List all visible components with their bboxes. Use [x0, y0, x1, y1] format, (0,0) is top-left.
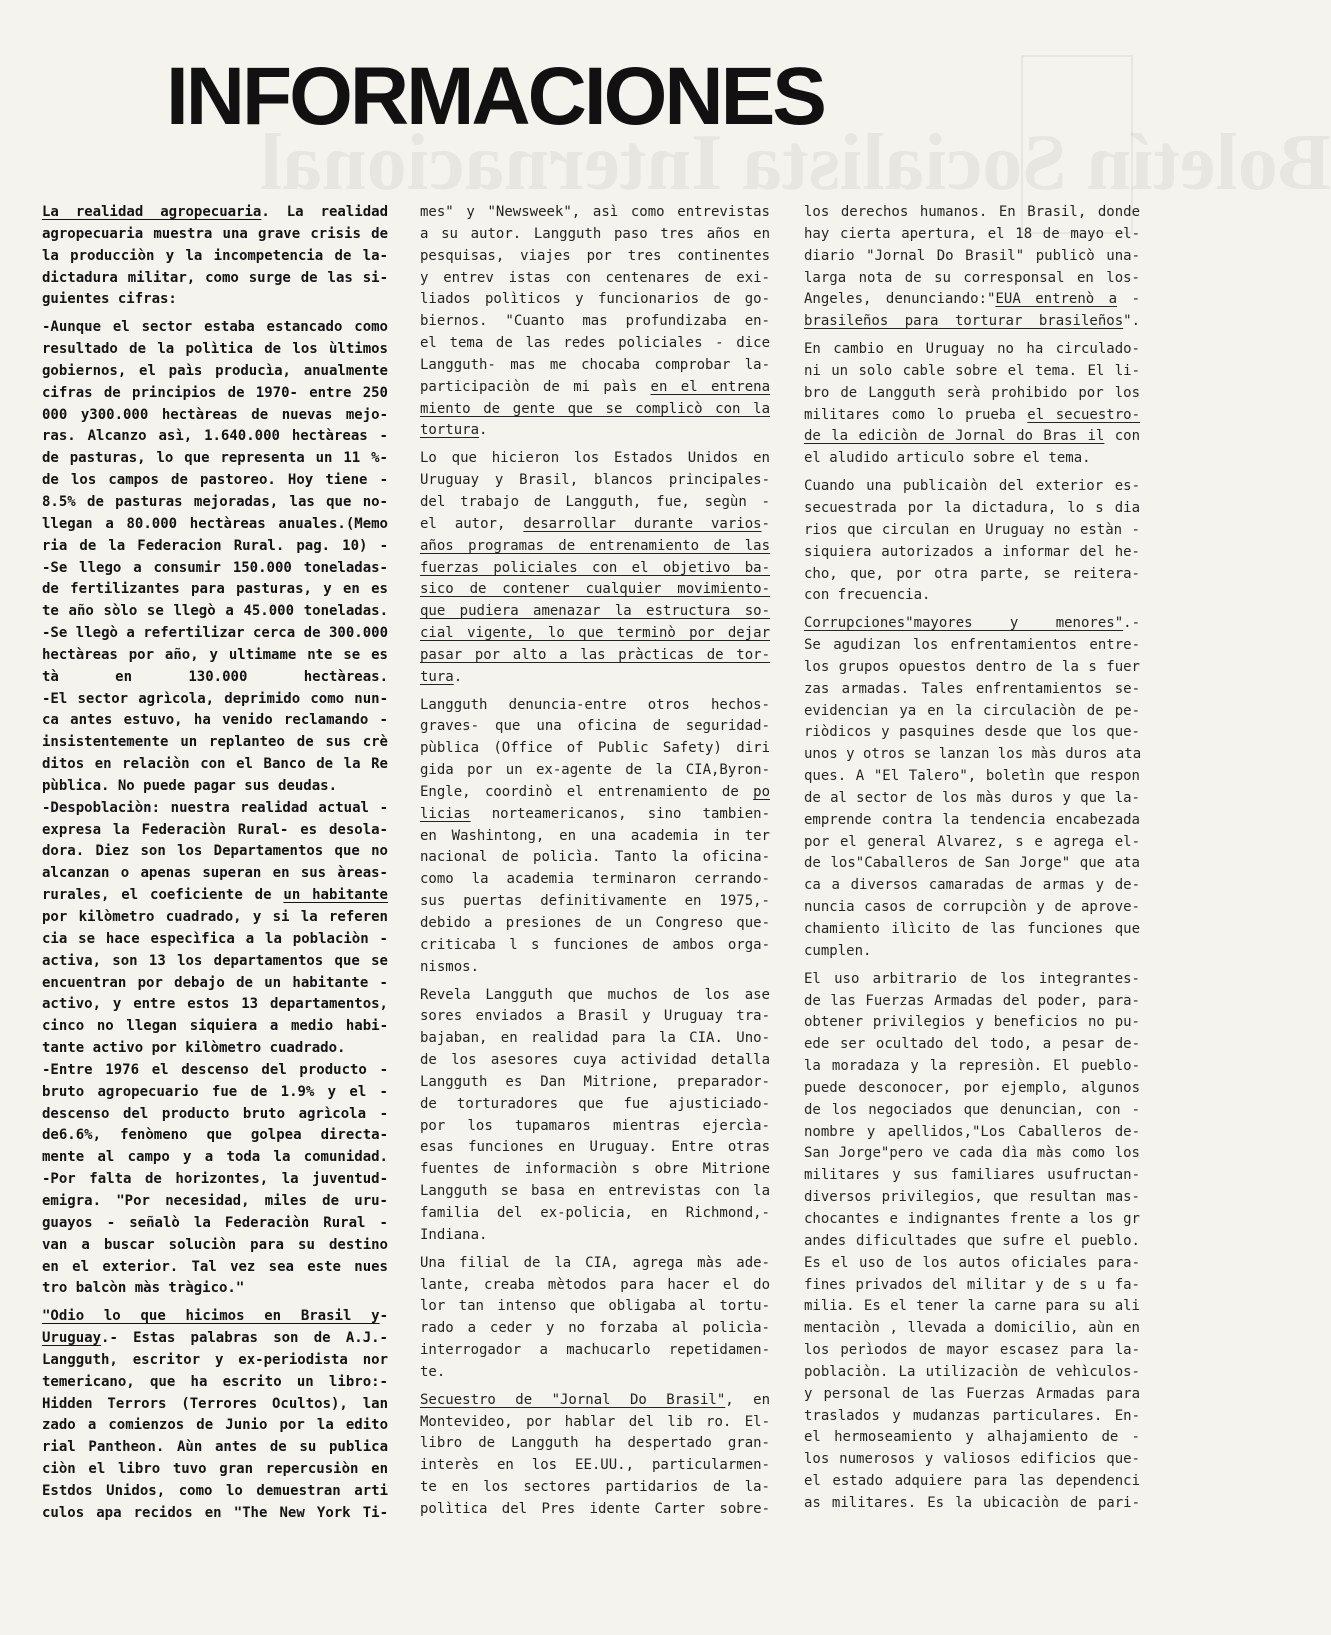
text-line: diversos privilegios, que resultan mas-	[804, 1189, 1140, 1206]
text-line: de torturadores que fue ajusticiado-	[420, 1095, 770, 1112]
text-line: años programas de entrenamiento de las	[420, 537, 770, 554]
text-line: van a buscar soluciòn para su destino	[42, 1236, 388, 1253]
text-line: diario "Jornal Do Brasil" publicò una-	[804, 247, 1140, 264]
text-line: los perìodos de mayor escasez para la-	[804, 1342, 1140, 1359]
text-line: chamiento ilìcito de las funciones que	[804, 921, 1140, 937]
text-line: temericano, que ha escrito un libro:-	[42, 1373, 388, 1390]
text-line: tortura.	[420, 422, 488, 439]
text-line: rios que circulan en Uruguay no estàn -	[804, 521, 1140, 538]
text-line: sus puertas definitivamente en 1975,-	[420, 893, 770, 910]
text-line: ca antes estuvo, ha venido reclamando -	[42, 712, 388, 729]
text-line: ede ser ocultado del todo, a pesar de-	[804, 1036, 1140, 1053]
text-line: chocantes e indignantes frente a los gr	[804, 1210, 1140, 1227]
text-line: Cuando una publicaiòn del exterior es-	[804, 478, 1140, 495]
text-line: secuestrada por la dictadura, lo s dia	[804, 499, 1140, 516]
text-line: por los tupamaros mientras ejercìa-	[420, 1117, 770, 1134]
text-line: dictadura militar, como surge de las si-	[42, 269, 388, 286]
text-line: alcanzan o apenas superan en sus àreas-	[42, 865, 388, 882]
text-line: con frecuencia.	[804, 587, 931, 604]
text-line: Corrupciones"mayores y menores".-	[804, 615, 1140, 632]
text-line: siquiera autorizados a informar del he-	[804, 543, 1140, 560]
text-line: cia se hace especìfica a la poblaciòn -	[42, 930, 388, 947]
text-line: de pasturas, lo que representa un 11 %-	[42, 450, 388, 467]
text-line: mente al campo y a toda la comunidad.	[42, 1149, 388, 1166]
text-line: libro de Langguth ha despertado gran-	[420, 1435, 770, 1452]
text-line: lante, creaba mètodos para hacer el do	[420, 1276, 770, 1293]
text-line: insistentemente un replanteo de sus crè	[42, 734, 388, 751]
text-line: pùblica (Office of Public Safety) diri	[420, 740, 770, 757]
text-line: riòdicos y pasquines desde que los que-	[804, 724, 1140, 741]
text-line: Langguth, escritor y ex-periodista nor	[42, 1351, 388, 1368]
text-line: Engle, coordinò el entrenamiento de po	[420, 783, 770, 800]
text-line: activa, son 13 los departamentos que se	[42, 952, 388, 969]
text-line: te en los sectores partidarios de la-	[420, 1479, 770, 1496]
text-line: el hermoseamiento y alhajamiento de -	[804, 1429, 1140, 1446]
text-line: de6.6%, fenòmeno que golpea directa-	[42, 1127, 388, 1144]
text-line: Es el uso de los autos oficiales para-	[804, 1254, 1140, 1271]
text-line: Se agudizan los enfrentamientos entre-	[804, 637, 1140, 654]
text-line: el tema de las redes policiales - dice	[420, 335, 770, 352]
text-line: por kilòmetro cuadrado, y si la referen	[42, 909, 388, 925]
text-line: nismos.	[420, 958, 480, 975]
text-line: el autor, desarrollar durante varios-	[420, 515, 770, 532]
text-line: de fertilizantes para pasturas, y en es	[42, 581, 388, 598]
text-line: familia del ex-policia, en Richmond,-	[420, 1204, 770, 1221]
text-line: cinco no llegan siquiera a medio habi-	[42, 1018, 388, 1035]
text-line: En cambio en Uruguay no ha circulado-	[804, 341, 1140, 358]
text-line: cifras de principios de 1970- entre 250	[42, 384, 388, 401]
bleed-through-text: Boletín Socialista Internacional	[260, 119, 1331, 207]
text-line: llegan a 80.000 hectàreas anuales.(Memo	[42, 515, 388, 532]
text-line: hay cierta apertura, el 18 de mayo el-	[804, 225, 1140, 242]
text-line: y entrev istas con centenares de exi-	[420, 269, 770, 286]
text-line: debido a presiones de un Congreso que-	[420, 915, 770, 931]
text-line: de las Fuerzas Armadas del poder, para-	[804, 992, 1140, 1009]
text-line: Montevideo, por hablar del lib ro. El-	[420, 1413, 770, 1430]
text-line: Langguth se basa en entrevistas con la	[420, 1183, 770, 1200]
text-line: bruto agropecuario fue de 1.9% y el -	[42, 1083, 388, 1100]
text-line: obtener privilegios y beneficios no pu-	[804, 1014, 1140, 1031]
text-line: esas funciones en Uruguay. Entre otras	[420, 1139, 770, 1156]
text-line: en el exterior. Tal vez sea este nues	[42, 1258, 388, 1275]
text-line: biernos. "Cuanto mas profundizaba en-	[420, 313, 770, 330]
text-line: tura.	[420, 668, 463, 685]
text-line: los numerosos y valiosos edificios que-	[804, 1451, 1140, 1468]
text-line: cial vigente, lo que terminò por dejar	[420, 625, 770, 642]
text-line: cho, que, por otra parte, se reitera-	[804, 565, 1140, 582]
text-line: graves- que una oficina de seguridad-	[420, 718, 770, 735]
text-line: liados polìticos y funcionarios de go-	[420, 291, 770, 308]
text-line: tà en 130.000 hectàreas.	[42, 668, 388, 685]
text-line: en Washintong, en una academia in ter	[420, 827, 770, 844]
text-line: Una filial de la CIA, agrega màs ade-	[420, 1254, 770, 1271]
column-2	[420, 202, 770, 1521]
text-line: activo, y entre estos 13 departamentos,	[42, 996, 388, 1013]
text-line: te año sòlo se llegò a 45.000 toneladas.	[42, 603, 388, 620]
text-line: Uruguay y Brasil, blancos principales-	[420, 472, 770, 489]
text-line: tante activo por kilòmetro cuadrado.	[42, 1040, 346, 1057]
text-line: Langguth- mas me chocaba comprobar la-	[420, 356, 770, 373]
text-line: traslados y mudanzas particulares. En-	[804, 1407, 1140, 1424]
text-line: sores enviados a Brasil y Uruguay tra-	[420, 1008, 770, 1025]
text-line: militares como lo prueba el secuestro-	[804, 406, 1140, 423]
text-line: ques. A "El Talero", boletìn que respon	[804, 768, 1140, 785]
text-line: la producciòn y la incompetencia de la-	[42, 247, 388, 264]
text-line: -Por falta de horizontes, la juventud-	[42, 1171, 388, 1188]
text-line: guientes cifras:	[42, 291, 177, 308]
text-line: culos apa recidos en "The New York Ti-	[42, 1504, 388, 1521]
text-line: milia. Es el tener la carne para su ali	[804, 1298, 1140, 1315]
text-line: bro de Langguth serà prohibido por los	[804, 384, 1140, 401]
text-line: dora. Diez son los Departamentos que no	[42, 843, 388, 860]
text-line: brasileños para torturar brasileños".	[804, 313, 1140, 330]
text-line: La realidad agropecuaria. La realidad	[42, 204, 388, 220]
text-line: el aludido articulo sobre el tema.	[804, 450, 1091, 467]
text-line: ria de la Federacion Rural. pag. 10) -	[42, 537, 388, 554]
text-line: gobiernos, el paìs producìa, anualmente	[42, 362, 388, 379]
text-line: los grupos opuestos dentro de la s fuer	[804, 658, 1140, 675]
text-line: ras. Alcanzo asì, 1.640.000 hectàreas -	[42, 428, 388, 445]
text-line: rado a ceder y no forzaba al policìa-	[420, 1320, 770, 1337]
text-line: emprende contra la tendencia encabezada	[804, 811, 1140, 828]
text-line: guayos - señalò la Federaciòn Rural -	[42, 1214, 388, 1231]
text-line: Langguth es Dan Mitrione, preparador-	[420, 1073, 770, 1090]
page-title: INFORMACIONES	[166, 51, 824, 142]
text-line: fuentes de informaciòn s obre Mitrione	[420, 1161, 770, 1178]
text-line: resultado de la polìtica de los ùltimos	[42, 341, 388, 358]
text-line: a su autor. Langguth paso tres años en	[420, 225, 770, 242]
text-line: puede desconocer, por ejemplo, algunos	[804, 1079, 1140, 1096]
text-line: zas armadas. Tales enfrentamientos se-	[804, 680, 1140, 697]
text-line: nuncia casos de corrupciòn y de aprove-	[804, 899, 1140, 916]
text-line: mentaciòn , llevada a domicilio, aùn en	[804, 1320, 1140, 1337]
text-line: de los negociados que denuncian, con -	[804, 1101, 1140, 1118]
text-line: Hidden Terrors (Terrores Ocultos), lan	[42, 1395, 388, 1412]
text-line: por el general Alvarez, s e agrega el-	[804, 833, 1140, 850]
text-line: "Odio lo que hicimos en Brasil y-	[42, 1308, 388, 1325]
text-line: criticaba l s funciones de ambos orga-	[420, 936, 770, 953]
text-line: como la academia terminaron cerrando-	[420, 871, 770, 888]
text-line: Angeles, denunciando:"EUA entrenò a -	[804, 291, 1140, 308]
text-line: larga nota de su corresponsal en los-	[804, 269, 1140, 286]
text-line: mes" y "Newsweek", asì como entrevistas	[420, 204, 770, 220]
text-line: interrogador a machucarlo repetidamen-	[420, 1342, 770, 1359]
text-line: poblaciòn. La utilizaciòn de vehìculos-	[804, 1363, 1140, 1380]
text-line: nacional de policìa. Tanto la oficina-	[420, 849, 770, 866]
text-line: gida por un ex-agente de la CIA,Byron-	[420, 762, 770, 779]
text-line: que pudiera amenazar la estructura so-	[420, 603, 770, 620]
text-line: as militares. Es la ubicaciòn de pari-	[804, 1494, 1140, 1511]
text-line: participaciòn de mi paìs en el entrena	[420, 378, 771, 395]
text-line: sico de contener cualquier movimiento-	[420, 581, 770, 598]
text-line: unos y otros se lanzan los màs duros ata	[804, 746, 1142, 763]
text-line: de los campos de pastoreo. Hoy tiene -	[42, 472, 388, 489]
text-line: rial Pantheon. Aùn antes de su publica	[42, 1439, 388, 1456]
text-line: tro balcòn màs tràgico."	[42, 1280, 245, 1297]
text-line: pùblica. No puede pagar sus deudas.	[42, 777, 338, 794]
text-line: militares y sus familiares usufructan-	[804, 1167, 1140, 1184]
text-line: fines privados del militar y de s u fa-	[804, 1276, 1140, 1293]
text-line: de los"Caballeros de San Jorge" que ata	[804, 855, 1140, 872]
text-line: ca a diversos camaradas de armas y de-	[804, 877, 1140, 894]
column-1	[42, 202, 388, 1525]
text-line: interès en los EE.UU., particularmen-	[420, 1457, 770, 1474]
text-line: de al sector de los màs duros y que la-	[804, 789, 1140, 806]
text-line: San Jorge"pero ve cada dìa màs como los	[804, 1145, 1140, 1162]
text-line: hectàreas por año, y ultimame nte se es	[42, 646, 388, 663]
text-line: de la ediciòn de Jornal do Bras il con	[804, 428, 1141, 445]
text-line: de los asesores cuya actividad detalla	[420, 1052, 770, 1069]
text-line: polìtica del Pres idente Carter sobre-	[420, 1500, 770, 1517]
text-line: -Entre 1976 el descenso del producto -	[42, 1061, 388, 1078]
text-line: del trabajo de Langguth, fue, segùn -	[420, 493, 770, 510]
text-line: 000 y300.000 hectàreas de nuevas mejo-	[42, 406, 388, 423]
text-line: bajaban, en realidad para la CIA. Uno-	[420, 1030, 770, 1047]
text-line: licias norteamericanos, sino tambien-	[420, 805, 770, 822]
text-line: te.	[420, 1363, 446, 1380]
text-line: lor tan intenso que obligaba al tortu-	[420, 1298, 770, 1315]
text-line: los derechos humanos. En Brasil, donde	[804, 204, 1140, 220]
text-line: -Se llegò a refertilizar cerca de 300.000	[42, 625, 388, 642]
text-line: encuentran por debajo de un habitante -	[42, 974, 388, 991]
text-line: expresa la Federaciòn Rural- es desola-	[42, 821, 388, 838]
text-line: andes dificultades que sufre el pueblo.	[804, 1232, 1140, 1249]
text-line: ni un solo cable sobre el tema. El li-	[804, 362, 1140, 379]
column-3	[804, 202, 1140, 1515]
text-line: 8.5% de pasturas mejoradas, las que no-	[42, 493, 388, 510]
text-line: Estdos Unidos, como lo demuestran arti	[42, 1482, 388, 1499]
text-line: ditos en relaciòn con el Banco de la Re	[42, 756, 388, 773]
text-line: -Despoblaciòn: nuestra realidad actual -	[42, 799, 388, 816]
text-line: agropecuaria muestra una grave crisis de	[42, 225, 388, 242]
text-line: Revela Langguth que muchos de los ase	[420, 986, 770, 1003]
text-line: nombre y apellidos,"Los Caballeros de-	[804, 1123, 1140, 1140]
text-line: el estado adquiere para las dependenci	[804, 1473, 1140, 1490]
text-line: pasar por alto a las pràcticas de tor-	[420, 646, 770, 663]
text-line: zado a comienzos de Junio por la edito	[42, 1417, 388, 1434]
text-line: evidencian ya en la circulaciòn de pe-	[804, 702, 1140, 719]
text-line: la moradaza y la represiòn. El pueblo-	[804, 1058, 1140, 1075]
text-line: Lo que hicieron los Estados Unidos en	[420, 450, 770, 467]
text-line: -El sector agrìcola, deprimido como nun-	[42, 690, 388, 707]
text-line: y personal de las Fuerzas Armadas para	[804, 1385, 1140, 1402]
text-line: Langguth denuncia-entre otros hechos-	[420, 696, 770, 713]
text-line: -Se llego a consumir 150.000 toneladas-	[42, 559, 388, 576]
text-line: Uruguay.- Estas palabras son de A.J.-	[42, 1330, 388, 1347]
text-line: Secuestro de "Jornal Do Brasil", en	[420, 1391, 770, 1408]
text-line: descenso del producto bruto agrìcola -	[42, 1105, 388, 1122]
text-line: emigra. "Por necesidad, miles de uru-	[42, 1192, 388, 1209]
text-line: ciòn el libro tuvo gran repercusiòn en	[42, 1461, 388, 1478]
text-line: miento de gente que se complicò con la	[420, 400, 770, 417]
text-line: El uso arbitrario de los integrantes-	[804, 970, 1140, 987]
text-line: cumplen.	[804, 942, 872, 959]
text-line: pesquisas, viajes por tres continentes	[420, 247, 770, 264]
text-line: rurales, el coeficiente de un habitante	[42, 887, 388, 904]
text-line: fuerzas policiales con el objetivo ba-	[420, 559, 770, 576]
text-line: -Aunque el sector estaba estancado como	[42, 319, 388, 336]
text-line: Indiana.	[420, 1226, 488, 1243]
